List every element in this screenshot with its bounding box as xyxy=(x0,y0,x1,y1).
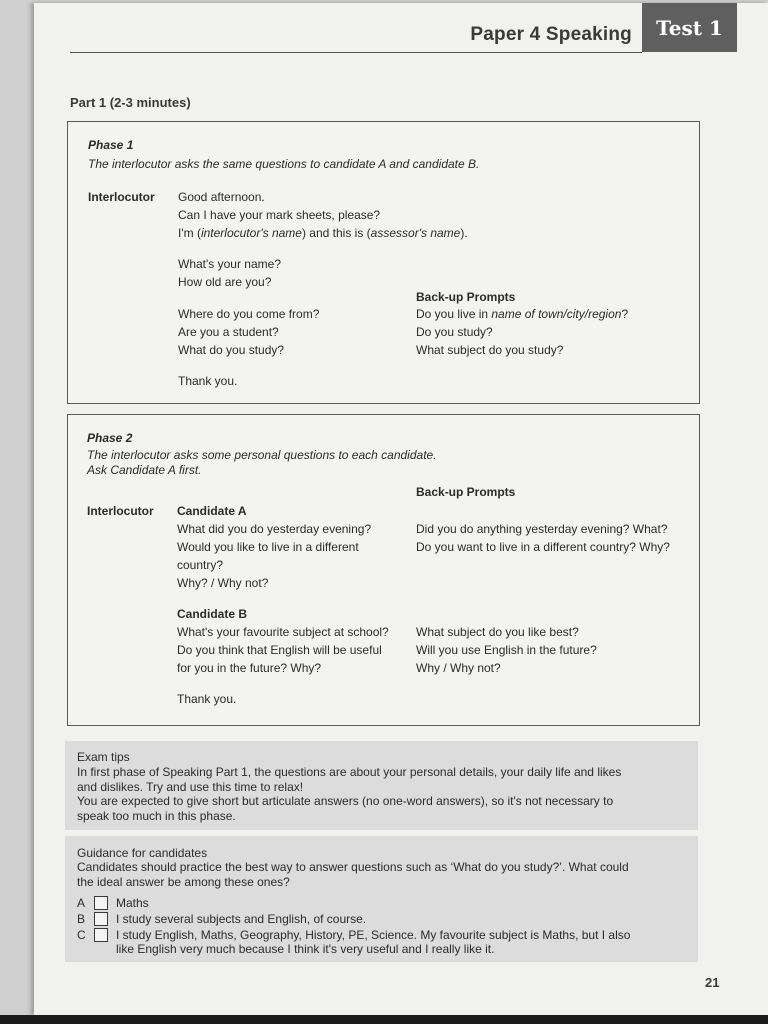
header-divider xyxy=(70,52,642,53)
option-a-text: Maths xyxy=(116,896,149,910)
exam-tips-line: You are expected to give short but articulate answers (no one-word answers), so it's not necessary to xyxy=(77,794,614,808)
candidate-a-prompt-2: Do you want to live in a different country? Why? xyxy=(416,540,670,554)
phase1-intro: I'm (interlocutor's name) and this is (assessor's name). xyxy=(178,226,468,240)
option-letter: B xyxy=(77,912,86,926)
candidate-b-prompt-3: Why / Why not? xyxy=(416,661,501,675)
option-b-text: I study several subjects and English, of course. xyxy=(116,912,367,926)
guidance-title: Guidance for candidates xyxy=(77,846,208,860)
phase2-thanks: Thank you. xyxy=(177,692,237,706)
phase1-prompt-study: Do you study? xyxy=(416,325,493,339)
candidate-a-question-2-line1: Would you like to live in a different xyxy=(177,540,359,554)
phase2-instruction-1: The interlocutor asks some personal questions to each candidate. xyxy=(87,448,437,462)
exam-tips-title: Exam tips xyxy=(77,750,130,764)
phase1-backup-heading: Back-up Prompts xyxy=(416,290,516,304)
option-letter: A xyxy=(77,896,86,910)
phase1-question-age: How old are you? xyxy=(178,275,272,289)
phase1-prompt-subject: What subject do you study? xyxy=(416,343,564,357)
phase2-box xyxy=(67,414,700,726)
phase1-box xyxy=(67,121,700,404)
phase1-question-from: Where do you come from? xyxy=(178,307,320,321)
phase1-title: Phase 1 xyxy=(88,138,134,152)
candidate-a-prompt-1: Did you do anything yesterday evening? What? xyxy=(416,522,668,536)
exam-tips-line: and dislikes. Try and use this time to relax! xyxy=(77,780,304,794)
candidate-b-question-2-line1: Do you think that English will be useful xyxy=(177,643,382,657)
candidate-b-question-2-line2: for you in the future? Why? xyxy=(177,661,322,675)
candidate-a-label: Candidate A xyxy=(177,504,247,518)
option-c-text: I study English, Maths, Geography, History, PE, Science. My favourite subject is Maths, but I also xyxy=(116,928,631,942)
candidate-a-question-1: What did you do yesterday evening? xyxy=(177,522,372,536)
page-bottom-edge xyxy=(0,1015,768,1024)
candidate-a-question-3: Why? / Why not? xyxy=(177,576,269,590)
phase1-question-name: What's your name? xyxy=(178,257,282,271)
exam-tips-line: In first phase of Speaking Part 1, the questions are about your personal details, your daily life and likes xyxy=(77,765,622,779)
phase1-mark-sheets: Can I have your mark sheets, please? xyxy=(178,208,381,222)
guidance-line: the ideal answer be among these ones? xyxy=(77,875,290,889)
part-heading: Part 1 (2-3 minutes) xyxy=(70,95,191,110)
phase2-speaker: Interlocutor xyxy=(87,504,154,518)
phase1-speaker: Interlocutor xyxy=(88,190,155,204)
phase1-prompt-live: Do you live in name of town/city/region? xyxy=(416,307,629,321)
test-badge: Test 1 xyxy=(642,3,737,52)
paper-title: Paper 4 Speaking xyxy=(470,24,632,45)
phase2-instruction-2: Ask Candidate A first. xyxy=(87,463,202,477)
guidance-panel xyxy=(65,836,698,962)
candidate-b-prompt-2: Will you use English in the future? xyxy=(416,643,597,657)
phase1-greeting: Good afternoon. xyxy=(178,190,265,204)
page-number: 21 xyxy=(705,975,720,990)
phase2-title: Phase 2 xyxy=(87,431,133,445)
phase1-question-student: Are you a student? xyxy=(178,325,279,339)
phase1-question-study: What do you study? xyxy=(178,343,285,357)
option-a-checkbox[interactable] xyxy=(94,896,108,910)
candidate-a-question-2-line2: country? xyxy=(177,558,224,572)
guidance-line: Candidates should practice the best way to answer questions such as ‘What do you study?’. What could xyxy=(77,860,629,874)
phase2-backup-heading: Back-up Prompts xyxy=(416,485,516,499)
candidate-b-question-1: What's your favourite subject at school? xyxy=(177,625,389,639)
option-c-text-continued: like English very much because I think it's very useful and I really like it. xyxy=(116,942,495,956)
phase1-instruction: The interlocutor asks the same questions to candidate A and candidate B. xyxy=(88,157,480,171)
option-c-checkbox[interactable] xyxy=(94,928,108,942)
option-letter: C xyxy=(77,928,86,942)
candidate-b-prompt-1: What subject do you like best? xyxy=(416,625,579,639)
exam-tips-panel xyxy=(65,741,698,830)
phase1-thanks: Thank you. xyxy=(178,374,238,388)
option-b-checkbox[interactable] xyxy=(94,912,108,926)
candidate-b-label: Candidate B xyxy=(177,607,248,621)
exam-tips-line: speak too much in this phase. xyxy=(77,809,236,823)
